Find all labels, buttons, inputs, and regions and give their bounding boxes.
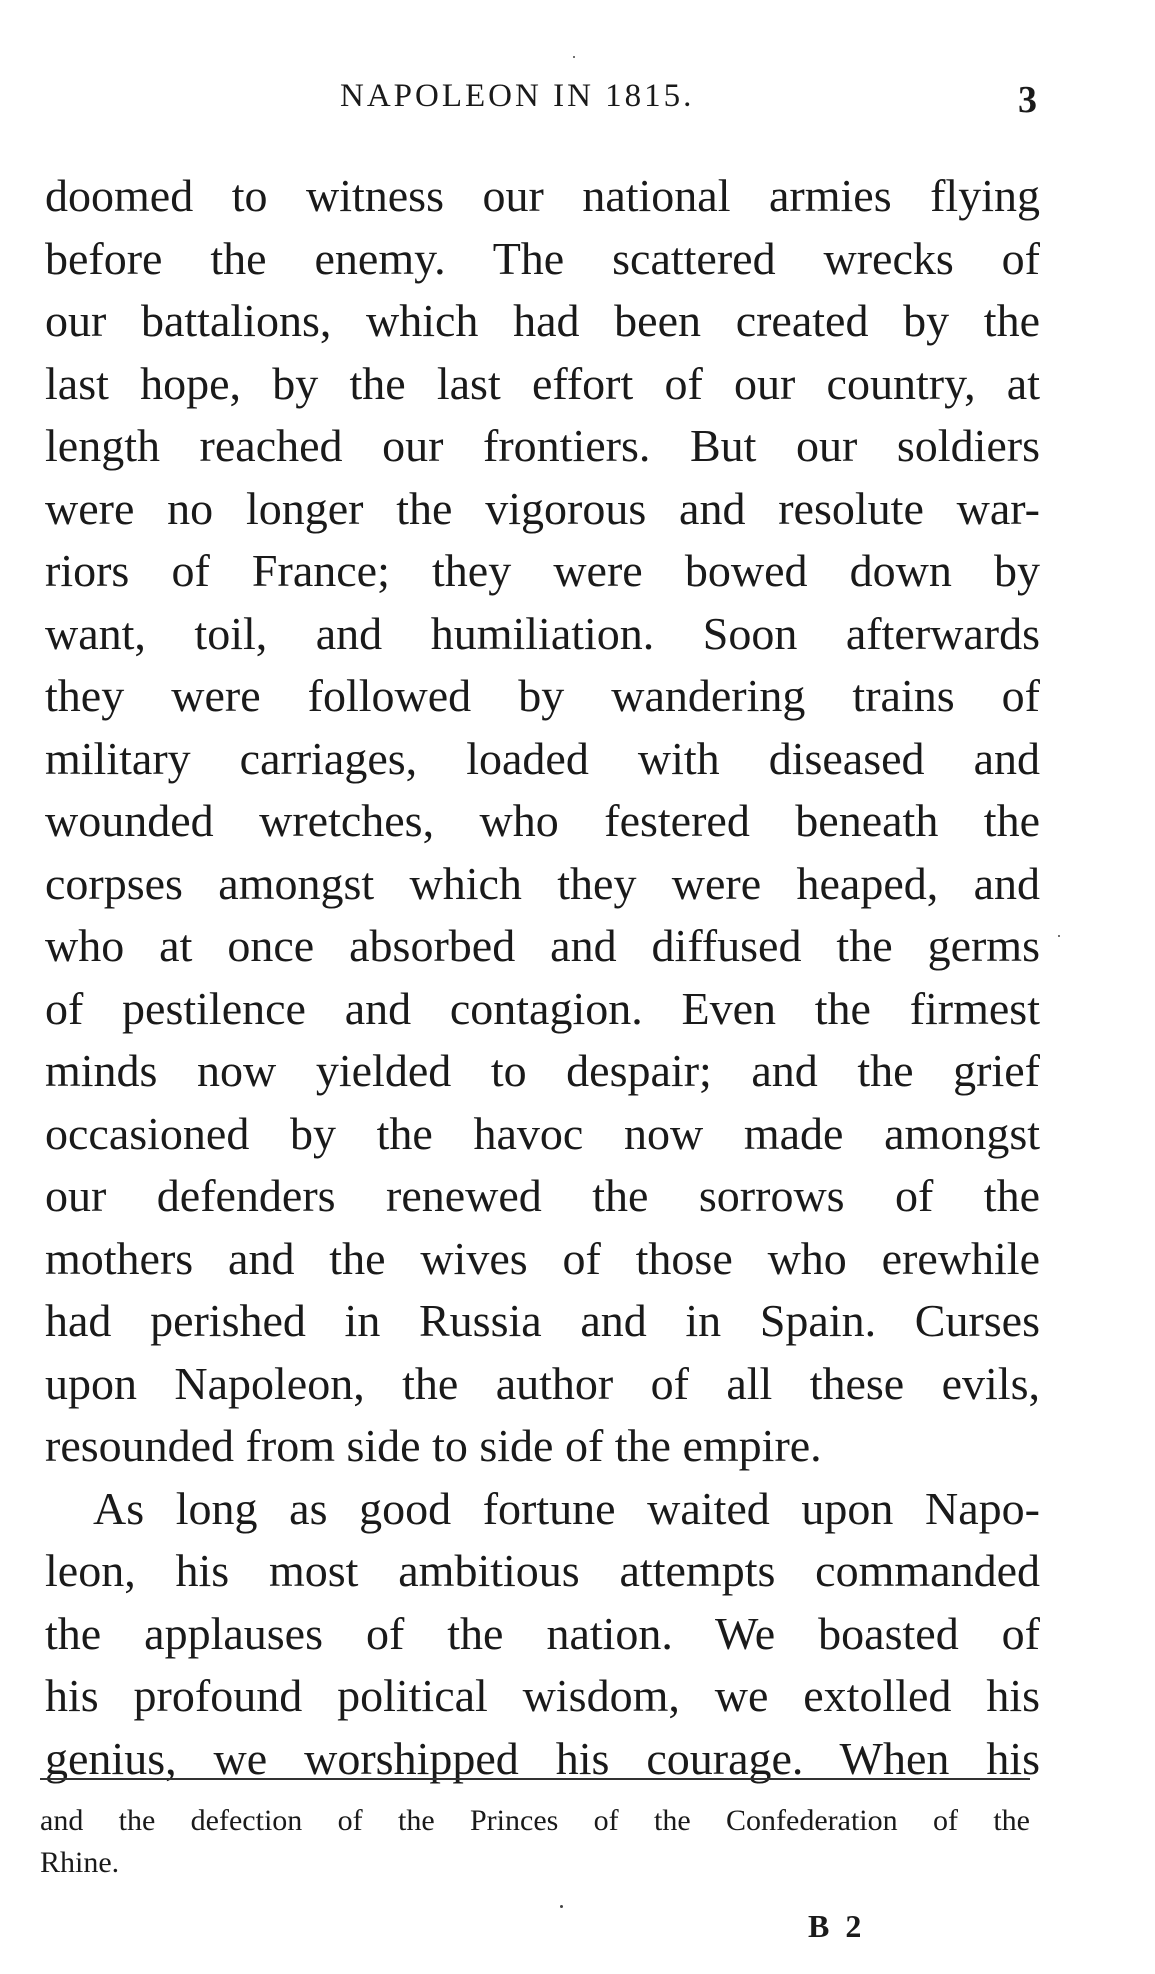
- text-line: last hope, by the last effort of our country, at: [45, 357, 1040, 409]
- ink-speck: [573, 56, 575, 58]
- text-line: his profound political wisdom, we extolled his: [45, 1670, 1040, 1721]
- footnote: [40, 1800, 1030, 1884]
- paragraph-1: [45, 165, 1040, 1478]
- text-line: corpses amongst which they were heaped, and: [45, 857, 1040, 909]
- running-title: NAPOLEON IN 1815.: [340, 78, 695, 114]
- text-line: As long as good fortune waited upon Napo-: [93, 1482, 1040, 1534]
- text-line: occasioned by the havoc now made amongst: [45, 1107, 1040, 1159]
- paragraph-2: [45, 1478, 1040, 1791]
- page-number: 3: [1018, 79, 1037, 121]
- text-line: wounded wretches, who festered beneath the: [45, 795, 1040, 846]
- text-line: want, toil, and humiliation. Soon afterwards: [45, 607, 1040, 659]
- text-line: length reached our frontiers. But our soldiers: [45, 420, 1040, 471]
- text-line: had perished in Russia and in Spain. Curses: [45, 1295, 1040, 1346]
- text-line: military carriages, loaded with diseased and: [45, 732, 1040, 784]
- text-line: riors of France; they were bowed down by: [45, 545, 1040, 596]
- text-line: were no longer the vigorous and resolute war-: [45, 482, 1040, 534]
- footnote-line: and the defection of the Princes of the Confederation of the: [40, 1804, 1030, 1837]
- text-line: genius, we worshipped his courage. When his: [45, 1732, 1040, 1784]
- text-line: before the enemy. The scattered wrecks of: [45, 232, 1040, 284]
- ink-speck: [560, 1905, 563, 1908]
- footnote-line: Rhine.: [40, 1846, 120, 1879]
- ink-speck: [1058, 935, 1060, 937]
- footnote-rule: [40, 1778, 1030, 1780]
- text-line: who at once absorbed and diffused the germs: [45, 920, 1040, 971]
- text-line: doomed to witness our national armies flying: [45, 170, 1040, 221]
- text-line: they were followed by wandering trains of: [45, 670, 1040, 721]
- text-line: the applauses of the nation. We boasted of: [45, 1607, 1040, 1659]
- text-line: upon Napoleon, the author of all these evils,: [45, 1357, 1040, 1409]
- text-line: our defenders renewed the sorrows of the: [45, 1170, 1040, 1221]
- text-line: minds now yielded to despair; and the grief: [45, 1045, 1040, 1096]
- signature-mark: B 2: [808, 1908, 866, 1944]
- text-line: resounded from side to side of the empire.: [45, 1420, 822, 1471]
- text-line: our battalions, which had been created by the: [45, 295, 1040, 346]
- text-line: of pestilence and contagion. Even the firmest: [45, 982, 1040, 1034]
- running-head: [0, 78, 1155, 121]
- text-line: leon, his most ambitious attempts commanded: [45, 1545, 1040, 1596]
- body-text: [45, 165, 1040, 1790]
- text-line: mothers and the wives of those who erewhile: [45, 1232, 1040, 1284]
